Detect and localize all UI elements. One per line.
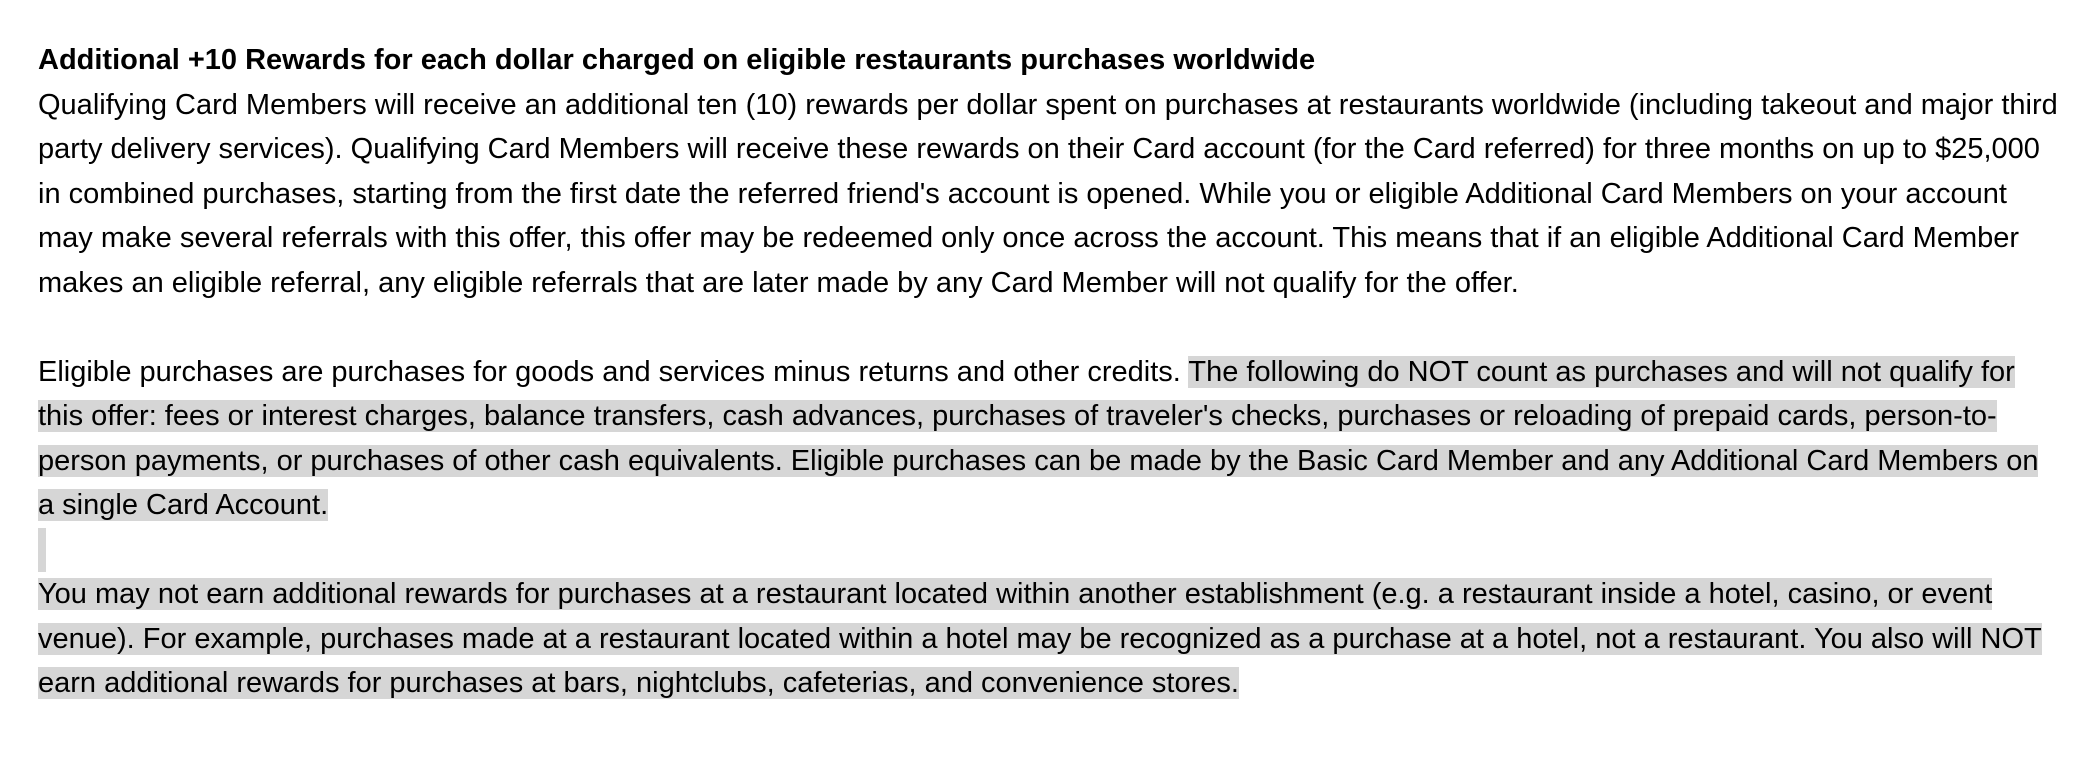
paragraph-eligible-purchases	[38, 350, 2058, 528]
selected-text: You may not earn additional rewards for purchases at a restaurant located within another establishment (e.g. a restaurant inside a hotel, casino, or event venue). For example, purchases made at a restaurant located within a hotel may be recognized as a purchase at a hotel, not a restaurant. You also will NOT earn additional rewards for purchases at bars, nightclubs, cafeterias, and convenience stores.	[38, 578, 2042, 699]
selected-text: The following do NOT count as purchases and will not qualify for this offer: fees or interest charges, balance transfers, cash advances, purchases of traveler's checks, purchases or reloading of prepaid cards, person-to-person payments, or purchases of other cash equivalents. Eligible purchases can be made by the Basic Card Member and any Additional Card Members on a single Card Account.	[38, 355, 2039, 521]
unselected-text: Eligible purchases are purchases for goods and services minus returns and other credits.	[38, 355, 1189, 388]
selection-highlight	[38, 528, 46, 573]
paragraph-qualifying-members: Qualifying Card Members will receive an additional ten (10) rewards per dollar spent on purchases at restaurants worldwide (including takeout and major third party delivery services). Qualifying Card Members will receive these rewards on their Card account (for the Card referred) for three months on up to $25,000 in combined purchases, starting from the first date the referred friend's account is opened. While you or eligible Additional Card Members on your account may make several referrals with this offer, this offer may be redeemed only once across the account. This means that if an eligible Additional Card Member makes an eligible referral, any eligible referrals that are later made by any Card Member will not qualify for the offer.	[38, 88, 2058, 299]
paragraph-spacer	[38, 305, 2058, 350]
terms-document	[38, 38, 2058, 706]
paragraph-restaurant-exclusions	[38, 572, 2058, 706]
section-heading: Additional +10 Rewards for each dollar charged on eligible restaurants purchases worldwide	[38, 44, 1316, 76]
selected-blank-line	[38, 528, 2058, 573]
